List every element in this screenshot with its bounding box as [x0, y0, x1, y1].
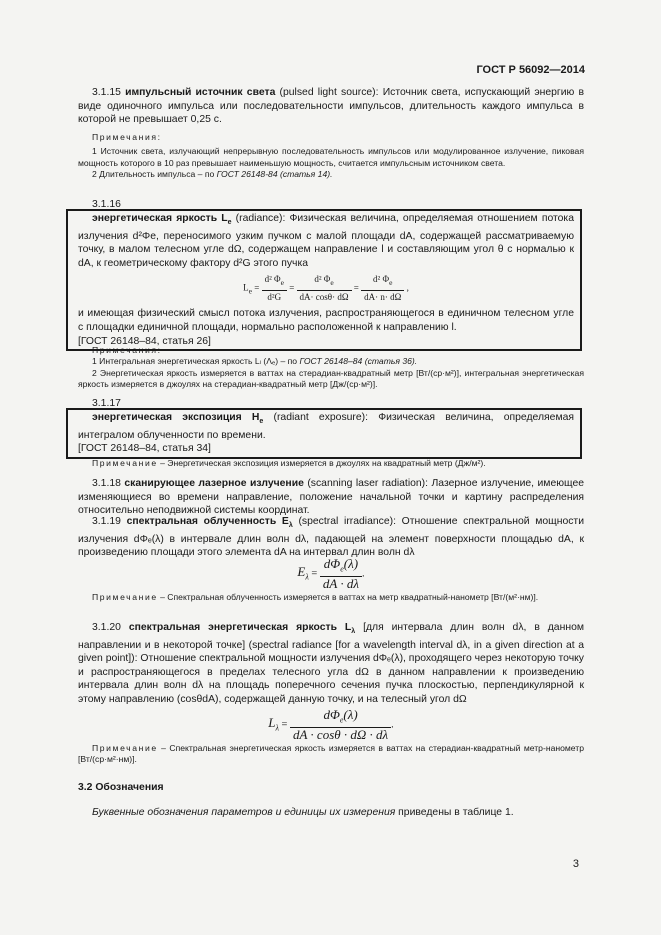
- section-3-2-text: Буквенные обозначения параметров и единицы их измерения приведены в таблице 1.: [92, 807, 514, 818]
- formula-spectral-irradiance: $E_\lambda$ = $d\Phi_e(\lambda)$ dA · dλ .: [297, 556, 365, 592]
- definition-box-3-1-16: энергетическая яркость $L_e$ (radiance): Физическая величина, определяемая отношением потока излучения d²Φe, переносимого узким пучком с малой площади dA, содержащей рассматриваемую точку, в малом телесном угле dΩ, содержащем направление l и составляющим угол θ с нормалью к dA, к геометрическому фактору d²G этого пучка $L_e$ = $\frac{d^2 \Phi_e}{\text{d²G}}$ = $\frac{d^2 \Phi_e}{dA\cdot \cos\theta\cdot d\Omega}$ = $\frac{d^2 \Phi_e}{dA\cdot n\cdot d\Omega}$ , и имеющая физический смысл потока излучения, распространяющегося в единичном телесном угле с площадки единичной площади, нормально расположенной к направлению l. [ГОСТ 26148–84, статья 26]: [66, 209, 582, 351]
- formula-radiance: $L_e$ = $\frac{d^2 \Phi_e}{\text{d²G}}$ = $\frac{d^2 \Phi_e}{dA\cdot \cos\theta\cdot d\Omega}$ = $\frac{d^2 \Phi_e}{dA\cdot n\cdot d\Omega}$ ,: [243, 274, 409, 302]
- note-1: 1 Источник света, излучающий непрерывную последовательность импульсов или модулированное излучение, пиковая мощность которого в 10 раз превышает наименьшую мощность, считается импульсным источником света.: [78, 146, 584, 168]
- notes-3-1-16: Примечания: 1 Интегральная энергетическая яркость Lₗ (Λₑ) – по ГОСТ 26148–84 (статья 36). 2 Энергетическая яркость измеряется в ваттах на стерадиан-квадратный метр [Вт/(ср·м²)], интегральная энергетическая яркость измеряется в джоулях на стерадиан-квадратный метр [Дж/(ср·м²)].: [78, 345, 584, 390]
- note-3-1-19: Примечание – Спектральная облученность измеряется в ваттах на метр квадратный-нанометр [Вт/(м²·нм)].: [92, 592, 539, 602]
- clause-3-1-18: 3.1.18 сканирующее лазерное излучение (scanning laser radiation): Лазерное излучение, имеющее изменяющиеся во времени направление, положение начальной точки и картину распределения относительно неподвижной системы координат.: [78, 478, 585, 517]
- notes-3-1-15: [78, 132, 584, 181]
- notes-title: Примечания:: [92, 132, 162, 142]
- note-3-1-20: Примечание – Спектральная энергетическая яркость измеряется в ваттах на стерадиан-квадратный метр-нанометр [Вт/(ср·м²·нм)].: [78, 743, 584, 765]
- formula-spectral-radiance: $L_\lambda$ = $d\Phi_e(\lambda)$ dA · cosθ · dΩ · dλ .: [268, 707, 394, 743]
- reference: [ГОСТ 26148–84, статья 34]: [78, 443, 211, 455]
- section-3-2-title: 3.2 Обозначения: [78, 782, 164, 793]
- document-id-header: ГОСТ Р 56092—2014: [476, 64, 585, 76]
- definition-box-3-1-17: энергетическая экспозиция $H_e$ (radiant exposure): Физическая величина, определяемая интегралом облученности по времени. [ГОСТ 26148–84, статья 34]: [66, 408, 582, 459]
- page-number: 3: [572, 858, 579, 870]
- clause-3-1-20: 3.1.20 спектральная энергетическая яркость $L_\lambda$ [для интервала длин волн dλ, в данном направлении и в некоторой точке] (spectral radiance [for a wavelength interval dλ, in a given direction at a given point]): Отношение спектральной мощности излучения dΦₑ(λ), проходящего через некоторую точку и распространяющегося в пределах телесного угла dΩ в данном направлении к произведению интервала длин волн dλ на площадь поперечного сечения пучка плоскостью, перпендикулярной к этому направлению (cosθdA), содержащей данную точку, и на телесный угол dΩ: [78, 622, 584, 706]
- clause-3-1-19: 3.1.19 спектральная облученность $E_\lambda$ (spectral irradiance): Отношение спектральной мощности излучения dΦₑ(λ) в интервале длин волн dλ, падающей на элемент поверхности площадью dA, к произведению площади этого элемента dA на интервал длин волн dλ: [78, 516, 584, 559]
- term: импульсный источник света: [125, 87, 276, 98]
- note-2: 2 Длительность импульса – по ГОСТ 26148-84 (статья 14).: [92, 169, 333, 180]
- clause-3-1-17-number: 3.1.17: [92, 398, 121, 409]
- note-3-1-17: Примечание – Энергетическая экспозиция измеряется в джоулях на квадратный метр (Дж/м²).: [92, 458, 486, 468]
- reference: [ГОСТ 26148–84, статья 26]: [78, 335, 211, 347]
- clause-3-1-16-number: 3.1.16: [92, 199, 121, 210]
- clause-3-1-15: 3.1.15 импульсный источник света (pulsed light source): Источник света, испускающий энергию в виде одиночного импульса или последовательности импульсов, длительность каждого импульса в которой не превышает 0,25 с.: [78, 87, 584, 126]
